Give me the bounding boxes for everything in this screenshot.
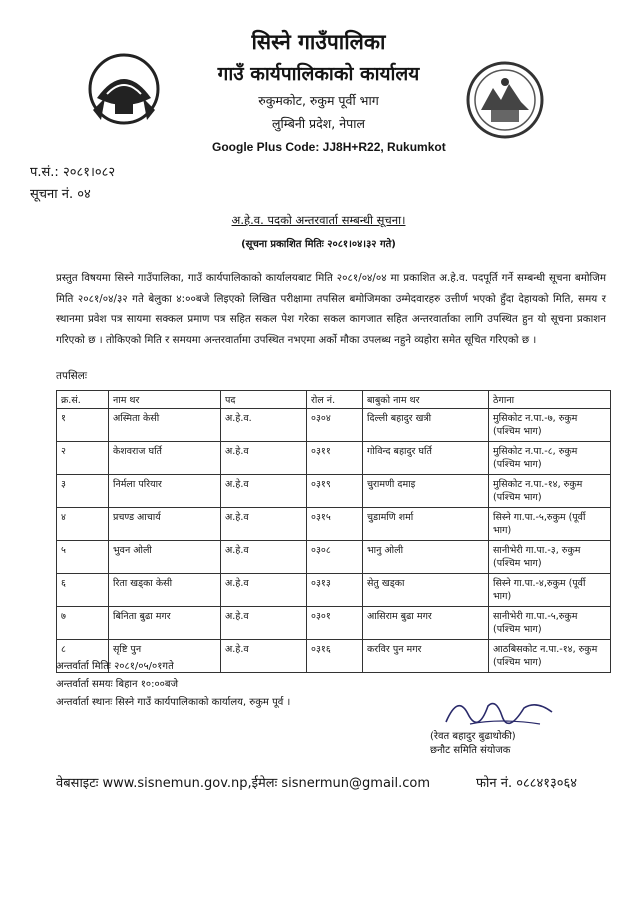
cell-name: केशवराज घर्ति: [109, 442, 221, 475]
table-row: [57, 607, 611, 640]
cell-address: सानीभेरी गा.पा.-५,रुकुम (पश्चिम भाग): [489, 607, 611, 640]
cell-sn: ६: [57, 574, 109, 607]
cell-post: अ.हे.व: [221, 640, 307, 673]
municipality-name: सिस्ने गाउँपालिका: [251, 30, 386, 54]
cell-address: सिस्ने गा.पा.-५,रुकुम (पूर्वी भाग): [489, 508, 611, 541]
header-sn: क्र.सं.: [57, 391, 109, 409]
cell-address: मुसिकोट न.पा.-८, रुकुम (पश्चिम भाग): [489, 442, 611, 475]
cell-post: अ.हे.व: [221, 508, 307, 541]
cell-name: निर्मला परियार: [109, 475, 221, 508]
header-father: बाबुको नाम थर: [363, 391, 489, 409]
cell-post: अ.हे.व.: [221, 409, 307, 442]
cell-name: सृष्टि पुन: [109, 640, 221, 673]
cell-roll: ०३१९: [307, 475, 363, 508]
cell-roll: ०३१५: [307, 508, 363, 541]
signature-scribble: [440, 688, 560, 732]
cell-address: सानीभेरी गा.पा.-३, रुकुम (पश्चिम भाग): [489, 541, 611, 574]
signature-block: [430, 730, 516, 758]
header-name: नाम थर: [109, 391, 221, 409]
table-row: [57, 541, 611, 574]
cell-sn: २: [57, 442, 109, 475]
cell-father: भानु ओली: [363, 541, 489, 574]
letter-number: प.सं.: २०८१।०८२: [30, 165, 116, 180]
cell-sn: ४: [57, 508, 109, 541]
cell-address: मुसिकोट न.पा.-१४, रुकुम (पश्चिम भाग): [489, 475, 611, 508]
cell-father: चुडामणि शर्मा: [363, 508, 489, 541]
cell-post: अ.हे.व: [221, 442, 307, 475]
header-roll: रोल नं.: [307, 391, 363, 409]
cell-post: अ.हे.व: [221, 574, 307, 607]
cell-name: रिता खड्का केसी: [109, 574, 221, 607]
cell-address: आठबिसकोट न.पा.-१४, रुकुम (पश्चिम भाग): [489, 640, 611, 673]
cell-father: चुरामणी दमाइ: [363, 475, 489, 508]
website-email: वेबसाइटः www.sisnemun.gov.np,ईमेलः sisnermun@gmail.com: [56, 776, 431, 791]
cell-name: बिनिता बुढा मगर: [109, 607, 221, 640]
list-label: तपसिलः: [56, 370, 88, 382]
cell-post: अ.हे.व: [221, 475, 307, 508]
interview-place: अन्तर्वार्ता स्थानः सिस्ने गाउँ कार्यपालिकाको कार्यालय, रुकुम पूर्व ।: [56, 697, 291, 708]
table-row: [57, 508, 611, 541]
table-row: [57, 475, 611, 508]
cell-father: सेतु खड्का: [363, 574, 489, 607]
subject-title: अ.हे.व. पदको अन्तरवार्ता सम्बन्धी सूचना।: [231, 213, 406, 227]
signatory-name: (रेवत बहादुर बुढाथोकी): [430, 731, 516, 742]
table-row: [57, 442, 611, 475]
publish-date: (सूचना प्रकाशित मितिः २०८१।०४।३२ गते): [241, 239, 396, 250]
table-row: [57, 409, 611, 442]
cell-sn: १: [57, 409, 109, 442]
phone-number: फोन नं. ०८८४१३०६४: [476, 776, 578, 791]
cell-sn: ७: [57, 607, 109, 640]
cell-roll: ०३१६: [307, 640, 363, 673]
table-header-row: [57, 391, 611, 409]
cell-sn: ५: [57, 541, 109, 574]
cell-father: गोविन्द बहादुर घर्ति: [363, 442, 489, 475]
office-name: गाउँ कार्यपालिकाको कार्यालय: [217, 63, 420, 85]
cell-post: अ.हे.व: [221, 607, 307, 640]
cell-name: भुवन ओली: [109, 541, 221, 574]
subject-line: [0, 213, 637, 228]
cell-father: दिल्ली बहादुर खत्री: [363, 409, 489, 442]
candidate-table: [56, 390, 611, 673]
cell-name: प्रचण्ड आचार्य: [109, 508, 221, 541]
cell-name: अस्मिता केसी: [109, 409, 221, 442]
cell-roll: ०३०४: [307, 409, 363, 442]
cell-roll: ०३११: [307, 442, 363, 475]
cell-father: करविर पुन मगर: [363, 640, 489, 673]
cell-address: मुसिकोट न.पा.-७, रुकुम (पश्चिम भाग): [489, 409, 611, 442]
cell-post: अ.हे.व: [221, 541, 307, 574]
province-name: लुम्बिनी प्रदेश, नेपाल: [271, 116, 365, 131]
cell-address: सिस्ने गा.पा.-४,रुकुम (पूर्वी भाग): [489, 574, 611, 607]
plus-code: Google Plus Code: JJ8H+R22, Rukumkot: [212, 140, 446, 154]
notice-body: प्रस्तुत विषयमा सिस्ने गाउँपालिका, गाउँ कार्यपालिकाको कार्यालयबाट मिति २०८१/०४/०४ मा प्रकाशित अ.हे.व. पदपूर्ति गर्ने सम्बन्धी सूचना बमोजिम मिति २०८१/०४/३२ गते बेलुका ४:००बजे लिइएको लिखित परीक्षामा तपसिल बमोजिमका उम्मेदवारहरु उत्तीर्ण भएको हुँदा देहायको मिति, समय र स्थानमा प्रवेश पत्र सायमा सक्कल प्रमाण पत्र सहित सकल पेश गरेका सकल कागजात सहित अन्तरवार्ताका लागि उपस्थित हुन यो सूचना प्रकाशन गरिएको छ । तोकिएको मिति र समयमा अन्तरवार्तामा उपस्थित नभएमा अर्को मौका उपलब्ध नहुने व्यहोरा समेत सूचित गरिएको छ ।: [56, 272, 606, 346]
interview-time: अन्तर्वार्ता समयः बिहान १०:००बजे: [56, 679, 179, 690]
header-post: पद: [221, 391, 307, 409]
signatory-title: छनौट समिति संयोजक: [430, 745, 511, 756]
cell-roll: ०३१३: [307, 574, 363, 607]
table-row: [57, 574, 611, 607]
office-address: रुकुमकोट, रुकुम पूर्वी भाग: [258, 93, 379, 108]
interview-date: अन्तर्वार्ता मितिः २०८१/०५/०१गते: [56, 661, 174, 672]
header-address: ठेगाना: [489, 391, 611, 409]
notice-number: सूचना नं. ०४: [30, 187, 91, 202]
cell-roll: ०३०८: [307, 541, 363, 574]
cell-father: आसिराम बुढा मगर: [363, 607, 489, 640]
cell-roll: ०३०१: [307, 607, 363, 640]
cell-sn: ८: [57, 640, 109, 673]
cell-sn: ३: [57, 475, 109, 508]
